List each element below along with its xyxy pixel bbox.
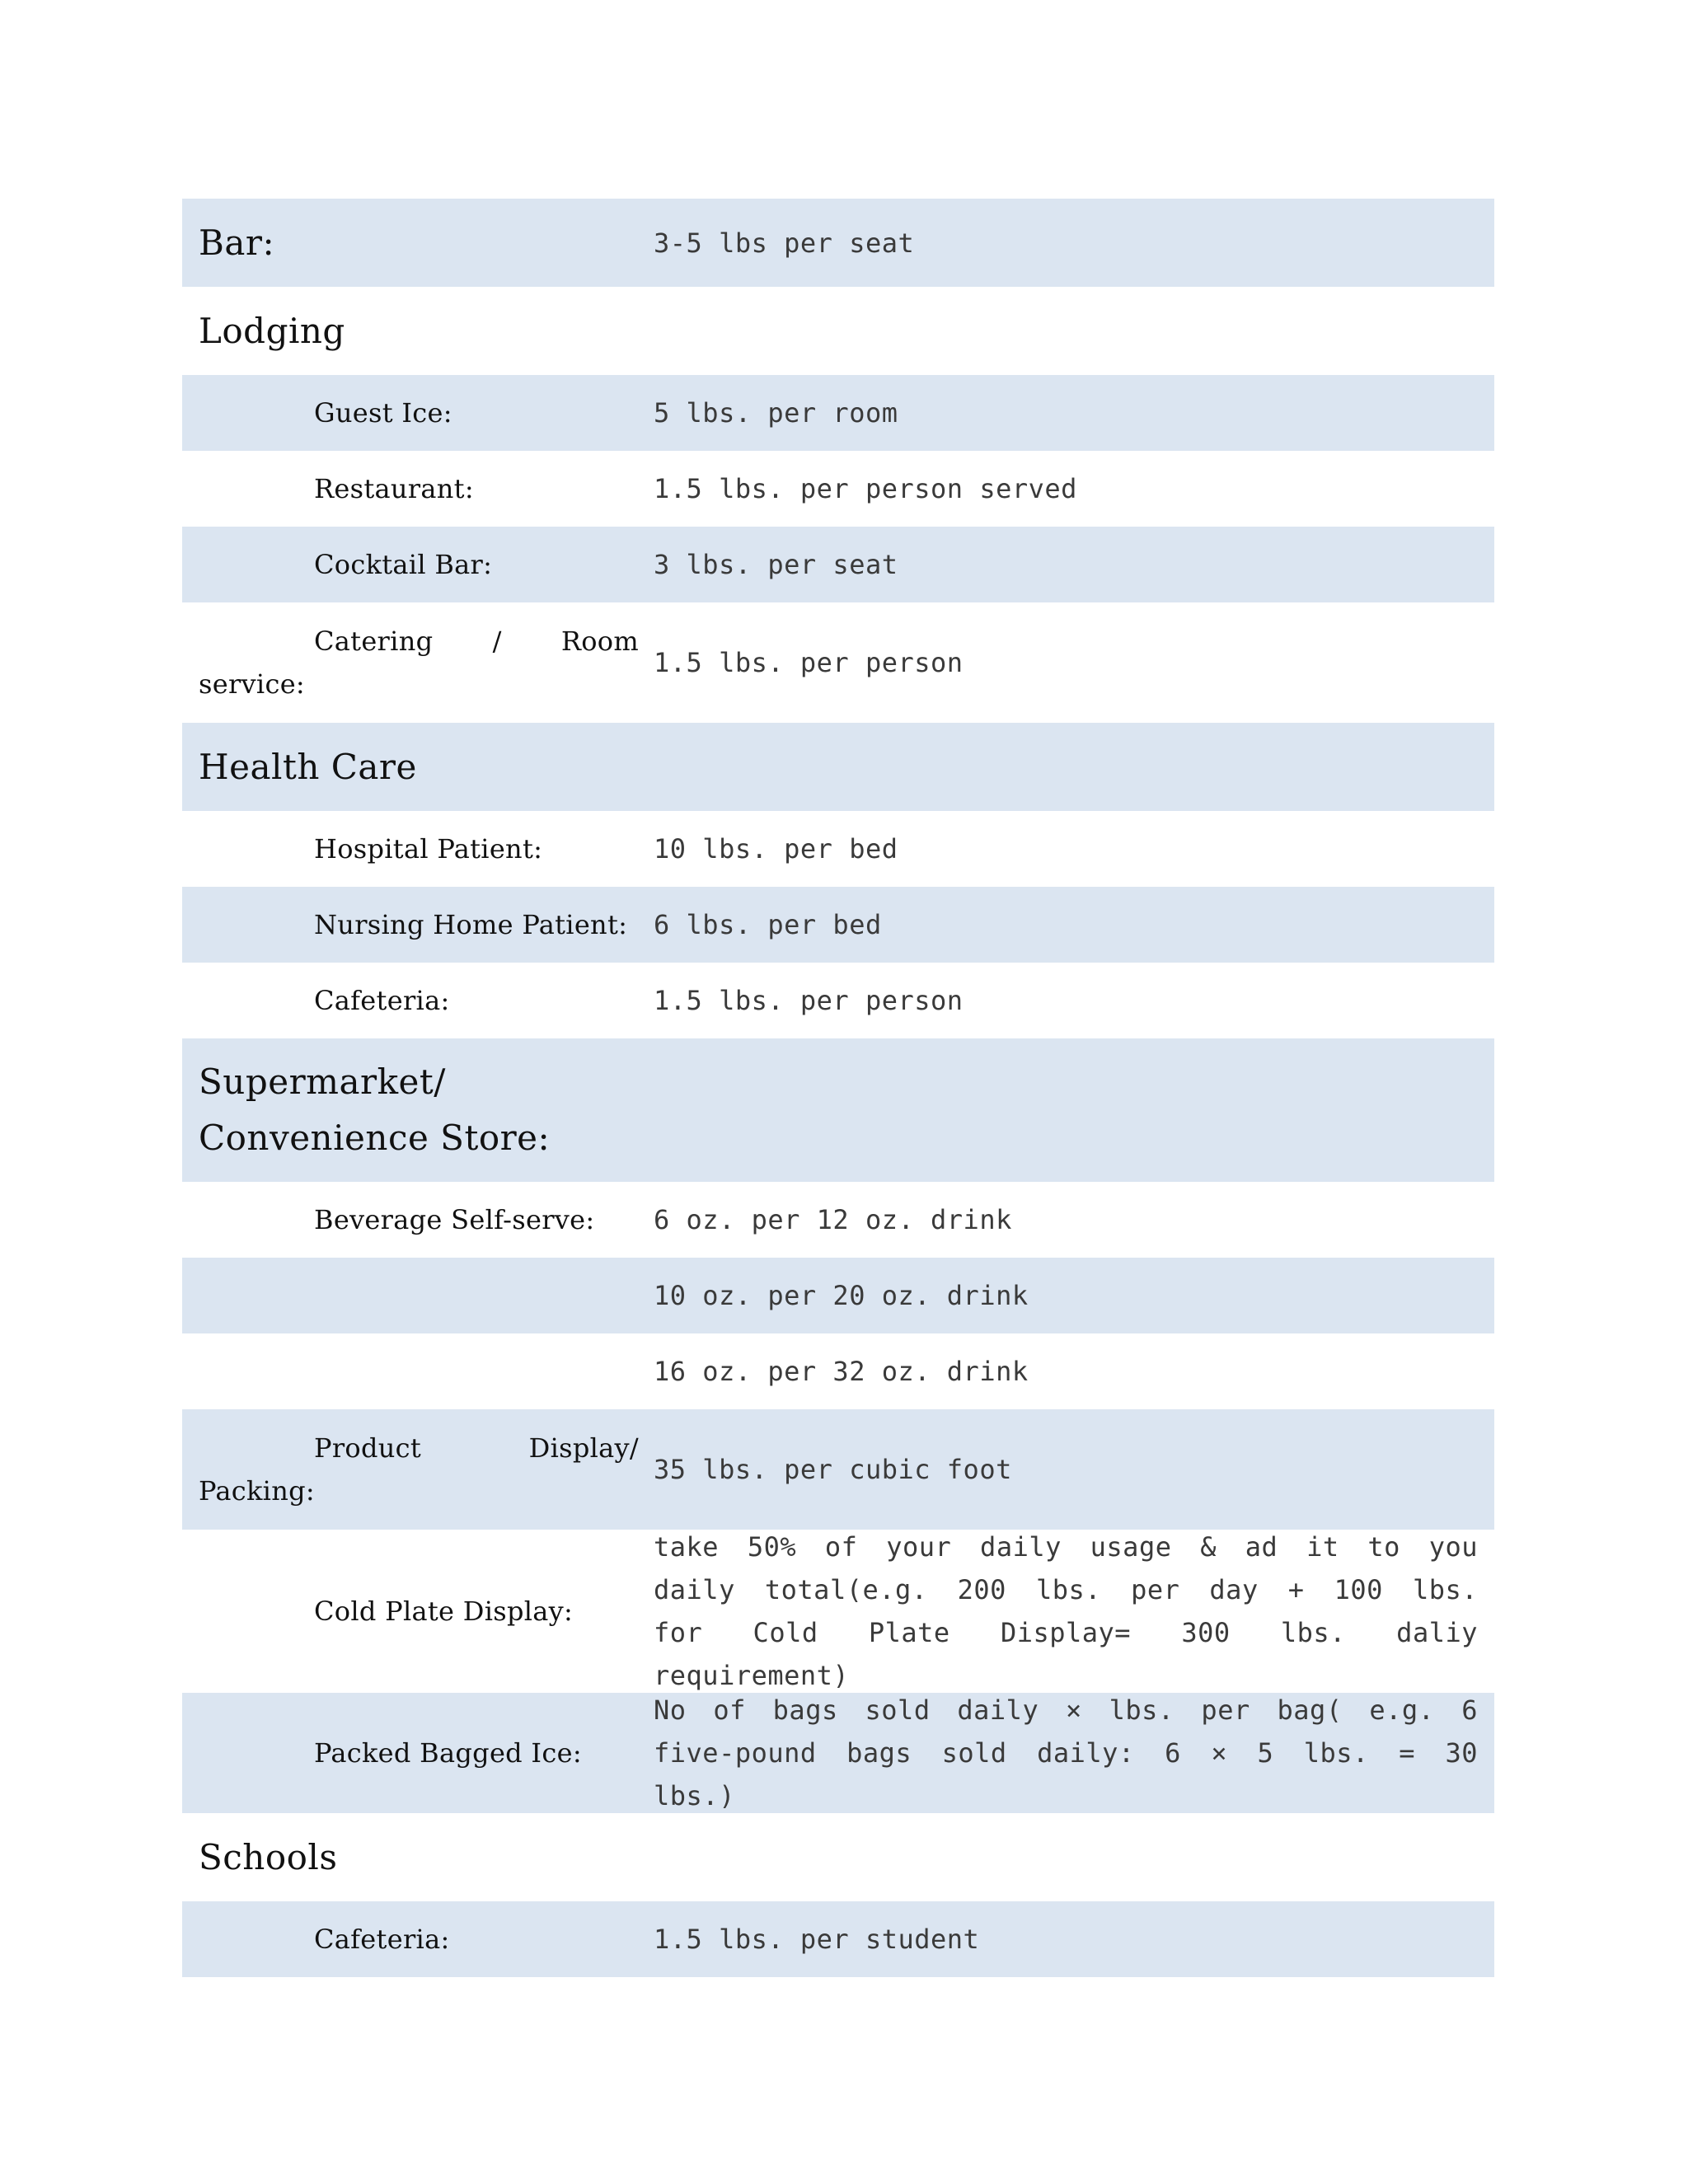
- row-label-cell: [182, 467, 654, 510]
- row-value-product-display: 35 lbs. per cubic foot: [654, 1454, 1012, 1485]
- table-row-beverage-32oz: [182, 1333, 1494, 1409]
- table-row-hospital-patient: [182, 811, 1494, 887]
- row-value-nursing-home-patient: 6 lbs. per bed: [654, 909, 882, 940]
- row-label-cell: [182, 903, 654, 946]
- row-value-cafeteria-schools: 1.5 lbs. per student: [654, 1924, 980, 1955]
- row-label-cell: [182, 391, 654, 434]
- row-value-cafeteria: 1.5 lbs. per person: [654, 985, 964, 1016]
- row-label-cell: [182, 739, 654, 795]
- row-label-packed-bagged-ice: Packed Bagged Ice:: [314, 1737, 582, 1769]
- category-heading-health-care: Health Care: [199, 746, 417, 787]
- row-label-cell: [182, 1198, 654, 1241]
- table-row-beverage-self-serve: [182, 1182, 1494, 1258]
- table-row-cocktail-bar: [182, 527, 1494, 602]
- table-row-bar: [182, 199, 1494, 287]
- row-label-nursing-home-patient: Nursing Home Patient:: [314, 909, 628, 940]
- table-row-restaurant: [182, 451, 1494, 527]
- row-label-cell: [182, 1732, 654, 1774]
- row-label-beverage-self-serve: Beverage Self-serve:: [314, 1204, 595, 1235]
- row-label-cell: [182, 1918, 654, 1961]
- table-row-packed-bagged-ice: [182, 1693, 1494, 1813]
- row-label-cocktail-bar: Cocktail Bar:: [314, 549, 493, 580]
- category-heading-bar: Bar:: [199, 222, 275, 263]
- row-value-cold-plate-display: take 50% of your daily usage & ad it to you daily total(e.g. 200 lbs. per day + 100 lbs. for Cold Plate Display= 300 lbs. daliy requirement): [654, 1531, 1478, 1691]
- row-label-cell: [182, 1054, 654, 1166]
- table-row-product-display: [182, 1409, 1494, 1530]
- row-label-product-display: Product Display/ Packing:: [199, 1432, 639, 1507]
- row-label-cell: [182, 215, 654, 271]
- table-row-beverage-20oz: [182, 1258, 1494, 1333]
- row-value-bar: 3-5 lbs per seat: [654, 227, 915, 259]
- row-label-cell: [182, 620, 654, 705]
- table-row-schools-heading: [182, 1813, 1494, 1901]
- table-row-cafeteria-health: [182, 963, 1494, 1038]
- category-heading-lodging: Lodging: [199, 310, 345, 351]
- table-row-cafeteria-schools: [182, 1901, 1494, 1977]
- row-label-cell: [182, 543, 654, 586]
- row-label-cell: [182, 1590, 654, 1633]
- row-value-guest-ice: 5 lbs. per room: [654, 397, 898, 429]
- row-value-hospital-patient: 10 lbs. per bed: [654, 833, 898, 865]
- table-row-cold-plate-display: [182, 1530, 1494, 1693]
- row-label-cell: [182, 1830, 654, 1886]
- row-value-restaurant: 1.5 lbs. per person served: [654, 473, 1077, 504]
- row-value-beverage-32oz: 16 oz. per 32 oz. drink: [654, 1356, 1029, 1387]
- row-label-cell: [182, 827, 654, 870]
- row-label-cold-plate-display: Cold Plate Display:: [314, 1596, 574, 1627]
- row-label-cell: [182, 1427, 654, 1512]
- row-label-guest-ice: Guest Ice:: [314, 397, 452, 429]
- ice-usage-table: [182, 199, 1494, 1977]
- category-heading-supermarket: Supermarket/ Convenience Store:: [199, 1062, 551, 1158]
- row-value-beverage-12oz: 6 oz. per 12 oz. drink: [654, 1204, 1012, 1235]
- table-row-nursing-home-patient: [182, 887, 1494, 963]
- row-value-catering: 1.5 lbs. per person: [654, 647, 964, 678]
- table-row-health-care-heading: [182, 723, 1494, 811]
- table-row-lodging-heading: [182, 287, 1494, 375]
- row-label-cafeteria: Cafeteria:: [314, 985, 450, 1016]
- row-label-cell: [182, 303, 654, 359]
- row-label-cafeteria-schools: Cafeteria:: [314, 1924, 450, 1955]
- row-value-beverage-20oz: 10 oz. per 20 oz. drink: [654, 1280, 1029, 1311]
- row-label-cell: [182, 979, 654, 1022]
- table-row-guest-ice: [182, 375, 1494, 451]
- row-label-restaurant: Restaurant:: [314, 473, 474, 504]
- table-row-catering: [182, 602, 1494, 723]
- row-label-catering: Catering / Room service:: [199, 626, 639, 700]
- category-heading-schools: Schools: [199, 1836, 338, 1877]
- row-value-packed-bagged-ice: No of bags sold daily × lbs. per bag( e.g. 6 five-pound bags sold daily: 6 × 5 lbs. = 30 lbs.): [654, 1694, 1478, 1811]
- table-row-supermarket-heading: [182, 1038, 1494, 1182]
- row-label-hospital-patient: Hospital Patient:: [314, 833, 543, 865]
- row-value-cocktail-bar: 3 lbs. per seat: [654, 549, 898, 580]
